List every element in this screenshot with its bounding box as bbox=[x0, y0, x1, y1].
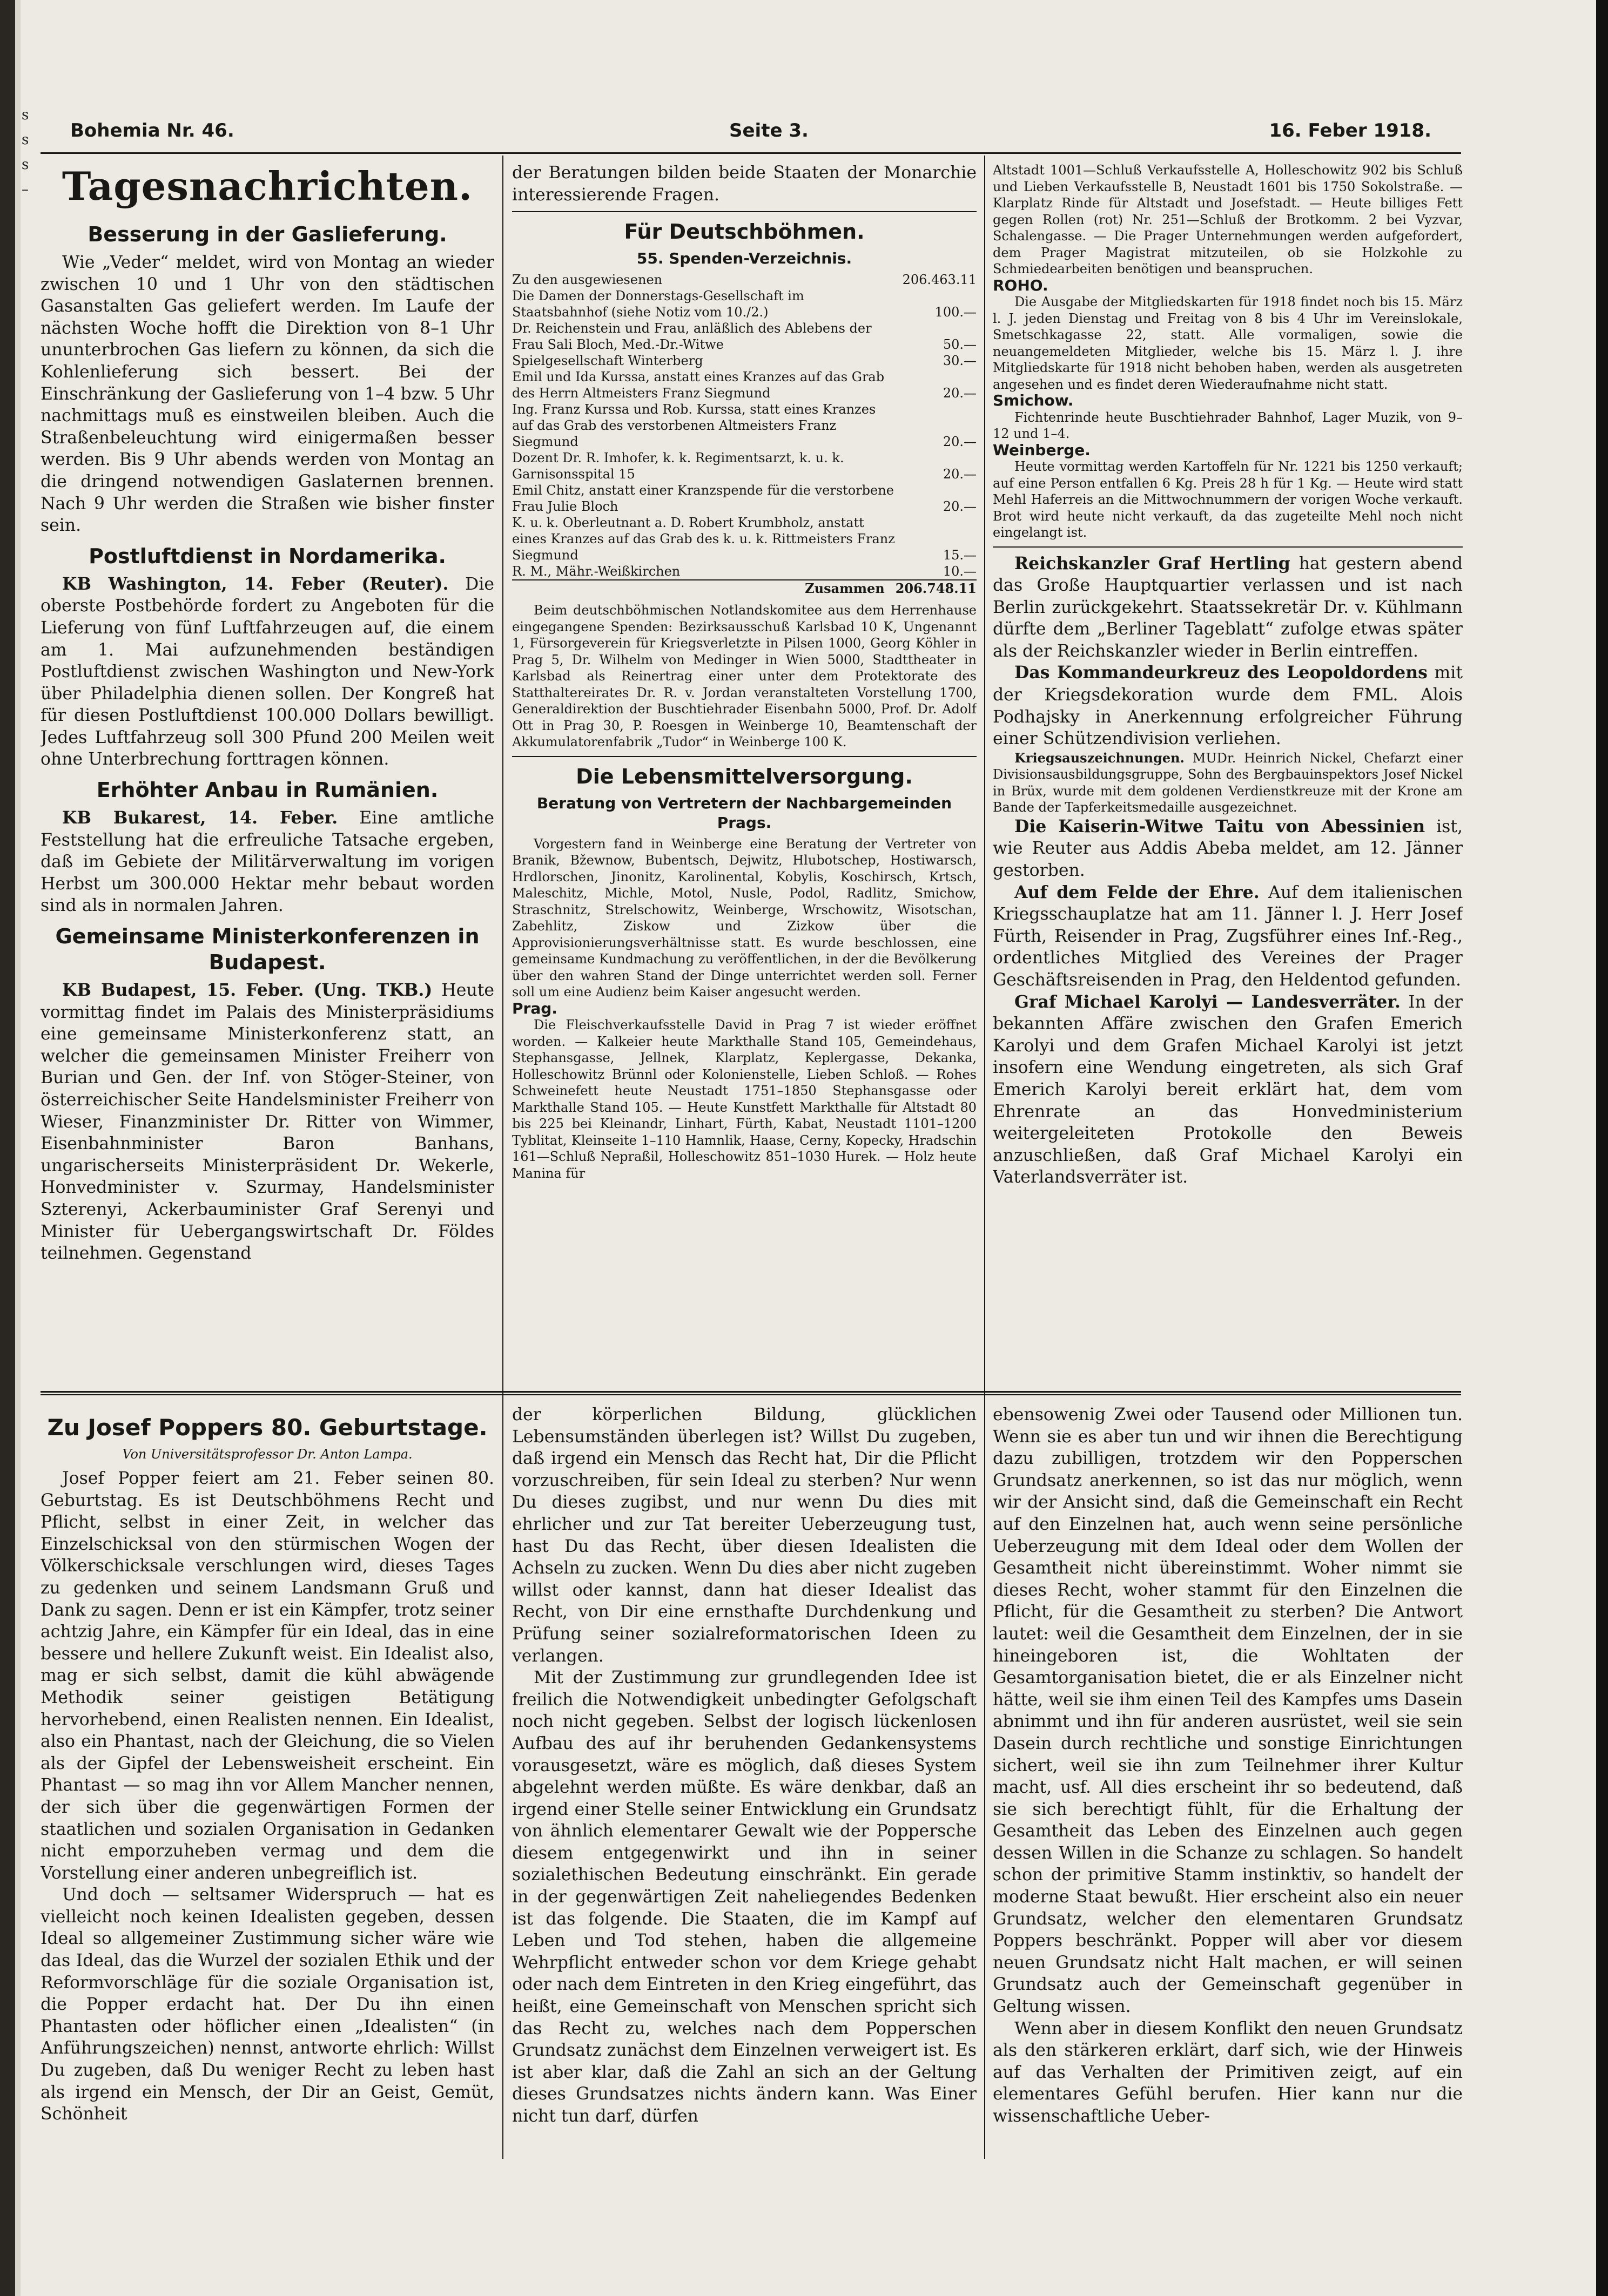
divider bbox=[512, 211, 977, 212]
donation-row: Zu den ausgewiesenen 206.463.11 bbox=[512, 272, 977, 288]
column-1-news bbox=[41, 162, 494, 1388]
feuilleton-paragraph: der körperlichen Bildung, glücklichen Lebensumständen überlegen ist? Willst Du zugeben, daß irgend ein Mensch das Recht hat, Dir die Pflicht vorzuschreiben, für sein Ideal zu sterben? Nur wenn Du dieses zugibst, und nur wenn Du dies mit ehrlicher und zur Tat bereiter Ueberzeugung tust, hast Du das Recht, über diesen Idealisten die Achseln zu zucken. Wenn Du dies aber nicht zugeben willst oder kannst, dann hat dieser Idealist das Recht, von Dir eine ernsthafte Durchdenkung und Prüfung seiner sozialreformatorischen Ideen zu verlangen. bbox=[512, 1405, 977, 1666]
subtitle-beratung: Beratung von Vertretern der Nachbargemeinden Prags. bbox=[536, 794, 952, 832]
feuilleton-paragraph: Mit der Zustimmung zur grundlegenden Idee ist freilich die Notwendigkeit unbedingter Gefolgschaft noch nicht gegeben. Selbst der logisch lückenlosen Aufbau des auf ihr beruhenden Gedankensystems vorausgesetzt, wäre es möglich, daß dieses System abgelehnt werden müßte. Es wäre denkbar, daß an irgend einer Stelle seiner Entwicklung ein Grundsatz von ähnlich elementarer Gewalt wie der Poppersche diesem entgegenwirkt und ihn in seiner sozialethischen Bedeutung einschränkt. Ein gerade in der gegenwärtigen Zeit naheliegendes Bedenken ist das folgende. Die Staaten, die im Kampf auf Leben und Tod stehen, haben die allgemeine Wehrpflicht entweder schon vor dem Kriege gehabt oder nach dem Eintreten in den Krieg eingeführt, das heißt, eine Gemeinschaft von Menschen spricht sich das Recht zu, welches nach dem Popperschen Grundsatz zunächst dem Einzelnen verweigert ist. Es ist aber klar, daß die Zahl an sich an der Geltung dieses Grundsatzes nichts ändern kann. Was Einer nicht tun darf, dürfen bbox=[512, 1668, 977, 2126]
smichow-heading: Smichow. bbox=[993, 391, 1074, 409]
article-title-postluftdienst: Postluftdienst in Nordamerika. bbox=[89, 544, 446, 568]
section-title-deutschboehmen: Für Deutschböhmen. bbox=[624, 220, 865, 244]
feuilleton-byline: Von Universitätsprofessor Dr. Anton Lampa. bbox=[122, 1447, 413, 1462]
donation-row: Die Damen der Donnerstags-Gesellschaft im Staatsbahnhof (siehe Notiz vom 10./2.) 100.— bbox=[512, 288, 977, 320]
donation-row: Dozent Dr. R. Imhofer, k. k. Regimentsarzt, k. u. k. Garnisonsspital 15 20.— bbox=[512, 450, 977, 482]
article-text-rumaenien: KB Bukarest, 14. Feber. Eine amtliche Feststellung hat die erfreuliche Tatsache ergeben, daß im Gebiete der Militärverwaltung im vorigen Herbst um 300.000 Hektar mehr bebaut worden sind als in normalen Jahren. bbox=[41, 808, 494, 916]
nickel-item: Kriegsauszeichnungen. MUDr. Heinrich Nickel, Chefarzt einer Divisionsausbildungsgruppe, Sohn des Bergbauinspektors Josef Nickel in Brüx, wurde mit dem goldenen Verdienstkreuze mit der Krone am Bande der Tapferkeitsmedaille ausgezeichnet. bbox=[993, 749, 1463, 815]
feuilleton-column-3 bbox=[993, 1404, 1463, 2268]
running-header bbox=[70, 120, 1431, 147]
feuilleton-paragraph: ebensowenig Zwei oder Tausend oder Millionen tun. Wenn sie es aber tun und wir ihnen die Berechtigung dazu zubilligen, trotzdem wir den Popperschen Grundsatz anerkennen, so ist das nur möglich, wenn wir der Ansicht sind, daß die Gemeinschaft ein Recht auf den Einzelnen hat, auch wenn seine persönliche Ueberzeugung mit dem Ideal oder dem Wollen der Gesamtheit nicht übereinstimmt. Woher nimmt sie dieses Recht, woher stammt für den Einzelnen die Pflicht, für die Gesamtheit zu sterben? Die Antwort lautet: weil die Gesamtheit dem Einzelnen, der in sie hineingeboren ist, die Wohltaten der Gesamtorganisation bietet, die er als Einzelner nicht hätte, weil sie ihm einen Teil des Kampfes ums Dasein abnimmt und ihn für anderen ausrüstet, weil sie sein Dasein durch rechtliche und sonstige Einrichtungen sichert, weil sie ihn zum Teilnehmer ihrer Kultur macht, usf. All dies erscheint ihr so bedeutend, daß sie sich berechtigt fühlt, für die Erhaltung der Gesamtheit das Leben des Einzelnen auch gegen dessen Willen in die Schanze zu schlagen. So handelt schon der primitive Stamm instinktiv, so handelt der moderne Staat bewußt. Hier erscheint also ein neuer Grundsatz, welcher den elementaren Grundsatz Poppers beschränkt. Popper will aber vor diesem neuen Grundsatz nicht Halt machen, er will seinen Grundsatz auch der Gemeinschaft gegenüber in Geltung wissen. bbox=[993, 1405, 1463, 2017]
roho-text: Die Ausgabe der Mitgliedskarten für 1918 findet noch bis 15. März l. J. jeden Dienstag und Freitag von 8 bis 4 Uhr im Vereinslokale, Smetschkagasse 22, statt. Alle vormaligen, sowie die neuangemeldeten Mitglieder, welche bis 15. März l. J. ihre Mitgliedskarte für 1918 nicht behoben haben, werden als ausgetreten angesehen und es findet deren Wiederaufnahme nicht statt. bbox=[993, 294, 1463, 392]
weinberge-text: Heute vormittag werden Kartoffeln für Nr. 1221 bis 1250 verkauft; auf eine Person entfallen 6 Kg. Preis 28 h für 1 Kg. — Heute wird statt Mehl Haferreis an die Mittwochnummern der vorigen Woche verkauft. Brot wird heute nicht verkauft, da das zugeteilte Mehl noch nicht eingelangt ist. bbox=[993, 459, 1463, 540]
divider bbox=[512, 756, 977, 757]
header-paper-number: Bohemia Nr. 46. bbox=[70, 120, 234, 141]
article-title-gas: Besserung in der Gaslieferung. bbox=[88, 222, 447, 246]
article-title-rumaenien: Erhöhter Anbau in Rumänien. bbox=[96, 778, 439, 802]
header-page-number: Seite 3. bbox=[729, 120, 809, 141]
feuilleton-rule bbox=[41, 1391, 1461, 1393]
donation-row: Ing. Franz Kurssa und Rob. Kurssa, statt eines Kranzes auf das Grab des verstorbenen Altmeisters Franz Siegmund 20.— bbox=[512, 402, 977, 450]
divider bbox=[993, 546, 1463, 548]
article-text-postluftdienst: KB Washington, 14. Feber (Reuter). Die oberste Postbehörde fordert zu Angeboten für die Lieferung von fünf Luftfahrzeugen auf, die einem am 1. Mai aufzunehmenden beständigen Postluftdienst zwischen Washington und New-York über Philadelphia dienen sollen. Der Kongreß hat für diesen Postluftdienst 100.000 Dollars bewilligt. Jedes Luftfahrzeug soll 300 Pfund 200 Meilen weit ohne Unterbrechung forttragen können. bbox=[41, 573, 494, 769]
article-title-ministerkonferenzen: Gemeinsame Ministerkonferenzen in Budapest. bbox=[55, 924, 480, 975]
donation-row: K. u. k. Oberleutnant a. D. Robert Krumbholz, anstatt eines Kranzes auf das Grab des k. u. k. Rittmeisters Franz Siegmund 15.— bbox=[512, 515, 977, 563]
donations-table bbox=[512, 272, 977, 597]
continued-prag-text: Altstadt 1001—Schluß Verkaufsstelle A, Holleschowitz 902 bis Schluß und Lieben Verkaufsstelle B, Neustadt 1601 bis 1750 Sokolstraße. — Klarplatz Rinde für Altstadt und Josefstadt. — Heute billiges Fett gegen Rollen (rot) Nr. 251—Schluß der Brotkomm. 2 bei Vyzvar, Schalengasse. — Die Prager Unternehmungen werden aufgefordert, dem Prager Magistrat mitzuteilen, ob sie Holzkohle zu Schmiedearbeiten benötigen und beanspruchen. bbox=[993, 163, 1463, 276]
weinberge-heading: Weinberge. bbox=[993, 441, 1091, 459]
donation-row: Emil und Ida Kurssa, anstatt eines Kranzes auf das Grab des Herrn Altmeisters Franz Siegmund 20.— bbox=[512, 369, 977, 401]
taitu-item: Die Kaiserin-Witwe Taitu von Abessinien ist, wie Reuter aus Addis Abeba meldet, am 12. Jänner gestorben. bbox=[993, 816, 1463, 881]
lebensmittel-block bbox=[512, 836, 977, 1182]
feuilleton-title: Zu Josef Poppers 80. Geburtstage. bbox=[47, 1414, 488, 1441]
article-text-gas: Wie „Veder“ meldet, wird von Montag an wieder zwischen 10 und 1 Uhr von den städtischen Gasanstalten Gas geliefert werden. Im Laufe der nächsten Woche hofft die Direktion von 8–1 Uhr ununterbrochen Gas liefern zu können, da sich die Kohlenlieferung sich bessert. Bei der Einschränkung der Gaslieferung von 1–4 bzw. 5 Uhr nachmittags muß es einstweilen bleiben. Auch die Straßenbeleuchtung wird einigermaßen besser werden. Bis 9 Uhr abends werden von Montag an die dringend notwendigen Gaslaternen brennen. Nach 9 Uhr werden die Straßen wie bisher finster sein. bbox=[41, 253, 494, 536]
feuilleton-column-1 bbox=[41, 1404, 494, 2268]
header-rule bbox=[41, 152, 1461, 154]
column-3-news bbox=[993, 162, 1463, 1388]
column-rule-2 bbox=[984, 156, 985, 2159]
column-3-small-block bbox=[993, 162, 1463, 541]
donation-row: R. M., Mähr.-Weißkirchen 10.— bbox=[512, 564, 977, 579]
column-rule-1 bbox=[502, 156, 503, 2159]
feuilleton-paragraph: Wenn aber in diesem Konflikt den neuen Grundsatz als den stärkeren erklärt, darf sich, wie der Hinweis auf das Verhalten der Primitiven zeigt, auf ein elementares Gefühl berufen. Hier kann nur die wissenschaftliche Ueber- bbox=[993, 2018, 1463, 2126]
feuilleton-paragraph: Josef Popper feiert am 21. Feber seinen 80. Geburtstag. Es ist Deutschböhmens Recht und Pflicht, selbst in einer Zeit, in welcher das Einzelschicksal von den stürmischen Wogen der Völkerschicksale verschlungen wird, dieses Tages zu gedenken und seinem Landsmann Gruß und Dank zu sagen. Denn er ist ein Kämpfer, trotz seiner achtzig Jahre, ein Kämpfer für ein Ideal, das in eine bessere und hellere Zukunft weist. Ein Idealist also, mag er sich selbst, damit die kühl abwägende Methodik seiner geistigen Betätigung hervorhebend, einen Realisten nennen. Ein Idealist, also ein Phantast, nach der Gleichung, die so Vielen als der Gipfel der Lebensweisheit erscheint. Ein Phantast — so mag ihn vor Allem Mancher nennen, der sich über die gegenwärtigen Formen der staatlichen und sozialen Organisation in Gedanken nicht emporzuheben vermag und dem die Vorstellung einer anderen unbegreiflich ist. bbox=[41, 1469, 494, 1883]
nickel-block bbox=[993, 750, 1463, 816]
karolyi-item: Graf Michael Karolyi — Landesverräter. In der bekannten Affäre zwischen den Grafen Emerich Karolyi und dem Grafen Michael Karolyi ist jetzt insofern eine Wendung eingetreten, als sich Graf Emerich Karolyi bereit erklärt hat, dem vom Ehrenrate an das Honvedministerium weitergeleiteten Protokolle den Beweis anzuschließen, daß Graf Michael Karolyi ein Vaterlandsverräter ist. bbox=[993, 991, 1463, 1187]
note-notlandskomitee: Beim deutschböhmischen Notlandskomitee aus dem Herrenhause eingegangene Spenden: Bezirksausschuß Karlsbad 10 K, Ungenannt 1, Fürsorgeverein für Kriegsverletzte in Pilsen 1000, Georg Köhler in Prag 5, Dr. Wilhelm von Medinger in Wien 5000, Stadttheater in Karlsbad als Reinertrag einer unter dem Protektorate des Statthaltereirates Dr. R. v. Jordan veranstalteten Vorstellung 1700, Generaldirektion der Buschtiehrader Eisenbahn 5000, Prof. Dr. Adolf Ott in Prag 30, P. Roesgen in Weinberge 10, Beamtenschaft der Akkumulatorenfabrik „Tudor“ in Weinberge 100 K. bbox=[512, 603, 977, 750]
lebensmittel-text: Vorgestern fand in Weinberge eine Beratung der Vertreter von Branik, Bžewnow, Bubentsch, Dejwitz, Hlubotschep, Hostiwarsch, Hrdlorschen, Jinonitz, Karolinental, Kobylis, Koschirsch, Krtsch, Maleschitz, Michle, Motol, Nusle, Podol, Radlitz, Smichow, Straschnitz, Strelschowitz, Weinberge, Wrschowitz, Wisotschan, Zabehlitz, Ziskow und Zizkow über die Approvisionierungsverhältnisse statt. Es wurde beschlossen, eine gemeinsame Kundmachung zu veröffentlichen, in der die Bevölkerung über den wahren Stand der Dinge unterrichtet werden soll. Ferner soll um eine Audienz beim Kaiser angesucht werden. bbox=[512, 836, 977, 1000]
scan-edge-left bbox=[0, 0, 15, 2296]
prag-text: Die Fleischverkaufsstelle David in Prag 7 ist wieder eröffnet worden. — Kalkeier heute Markthalle Stand 105, Gemeindehaus, Stephansgasse, Jellnek, Klarplatz, Keplergasse, Dekanka, Holleschowitz Brünnl oder Kolonienstelle, Lieben Schloß. — Rohes Schweinefett heute Neustadt 1751–1850 Stephansgasse oder Markthalle Stand 105. — Heute Kunstfett Markthalle für Altstadt 80 bis 225 bei Kleinandr, Linhart, Fürth, Kabat, Neustadt 1101–1200 Tyblitat, Kleinseite 1–110 Hamnlik, Haase, Cerny, Kopecky, Hradschin 161—Schluß Nepraßil, Holleschowitz 851–1030 Hurek. — Holz heute Manina für bbox=[512, 1017, 977, 1181]
feuilleton-column-2 bbox=[512, 1404, 977, 2268]
continued-text: der Beratungen bilden beide Staaten der Monarchie interessierende Fragen. bbox=[512, 163, 977, 205]
section-title-tagesnachrichten: Tagesnachrichten. bbox=[62, 163, 473, 209]
feuilleton-rule-2 bbox=[41, 1394, 1461, 1395]
roho-heading: ROHO. bbox=[993, 276, 1048, 294]
note-block bbox=[512, 602, 977, 751]
donation-total-row: Zusammen 206.748.11 bbox=[512, 580, 977, 597]
scan-edge-left-inner bbox=[15, 0, 21, 2296]
prag-heading: Prag. bbox=[512, 999, 557, 1017]
feuilleton-paragraph: Und doch — seltsamer Widerspruch — hat es vielleicht noch keinen Idealisten gegeben, dessen Ideal so allgemeiner Zustimmung sicher wäre wie das Ideal, das die Wurzel der sozialen Ethik und der Reformvorschläge für die soziale Organisation ist, die Popper erdacht hat. Der Du ihn einen Phantasten oder höflicher einen „Idealisten“ (in Anführungszeichen) nennst, antworte ehrlich: Willst Du zugeben, daß Du weniger Recht zu leben hast als irgend ein Mensch, der Dir an Geist, Gemüt, Schönheit bbox=[41, 1885, 494, 2124]
column-2-news bbox=[512, 162, 977, 1388]
header-date: 16. Feber 1918. bbox=[1269, 120, 1431, 141]
margin-fragment: s s s – bbox=[22, 107, 29, 198]
article-text-ministerkonferenzen: KB Budapest, 15. Feber. (Ung. TKB.) Heute vormittag findet im Palais des Ministerpräsidiums eine gemeinsame Ministerkonferenz statt, an welcher die gemeinsamen Minister Freiherr von Burian und Gen. der Inf. von Stöger-Steiner, von österreichischer Seite Handelsminister Freiherr von Wieser, Finanzminister Dr. Ritter von Wimmer, Eisenbahnminister Baron Banhans, ungarischerseits Ministerpräsident Dr. Wekerle, Honvedminister v. Szurmay, Handelsminister Szterenyi, Ackerbauminister Graf Serenyi und Minister für Uebergangswirtschaft Dr. Földes teilnehmen. Gegenstand bbox=[41, 980, 494, 1264]
donation-row: Spielgesellschaft Winterberg 30.— bbox=[512, 353, 977, 369]
ehre-item: Auf dem Felde der Ehre. Auf dem italienischen Kriegsschauplatze hat am 11. Jänner l. J. Herr Josef Fürth, Reisender in Prag, Zugsführer eines Inf.-Reg., ordentliches Mitglied des Vereines der Prager Geschäftsreisenden in Prag, den Heldentod gefunden. bbox=[993, 882, 1463, 990]
section-title-lebensmittel: Die Lebensmittelversorgung. bbox=[576, 764, 913, 788]
donation-row: Dr. Reichenstein und Frau, anläßlich des Ablebens der Frau Sali Bloch, Med.-Dr.-Witwe 50.— bbox=[512, 321, 977, 353]
leopold-item: Das Kommandeurkreuz des Leopoldordens mit der Kriegsdekoration wurde dem FML. Alois Podhajsky in Anerkennung erfolgreicher Führung einer Schützendivision verliehen. bbox=[993, 663, 1463, 749]
subtitle-spenden: 55. Spenden-Verzeichnis. bbox=[636, 249, 852, 268]
scan-edge-right bbox=[1596, 0, 1608, 2296]
donation-row: Emil Chitz, anstatt einer Kranzspende für die verstorbene Frau Julie Bloch 20.— bbox=[512, 483, 977, 515]
smichow-text: Fichtenrinde heute Buschtiehrader Bahnhof, Lager Muzik, von 9–12 und 1–4. bbox=[993, 409, 1463, 441]
hertling-item: Reichskanzler Graf Hertling hat gestern abend das Große Hauptquartier verlassen und ist nach Berlin zurückgekehrt. Staatssekretär Dr. v. Kühlmann dürfte dem „Berliner Tageblatt“ zufolge etwas später als der Reichskanzler wieder in Berlin eintreffen. bbox=[993, 553, 1463, 661]
